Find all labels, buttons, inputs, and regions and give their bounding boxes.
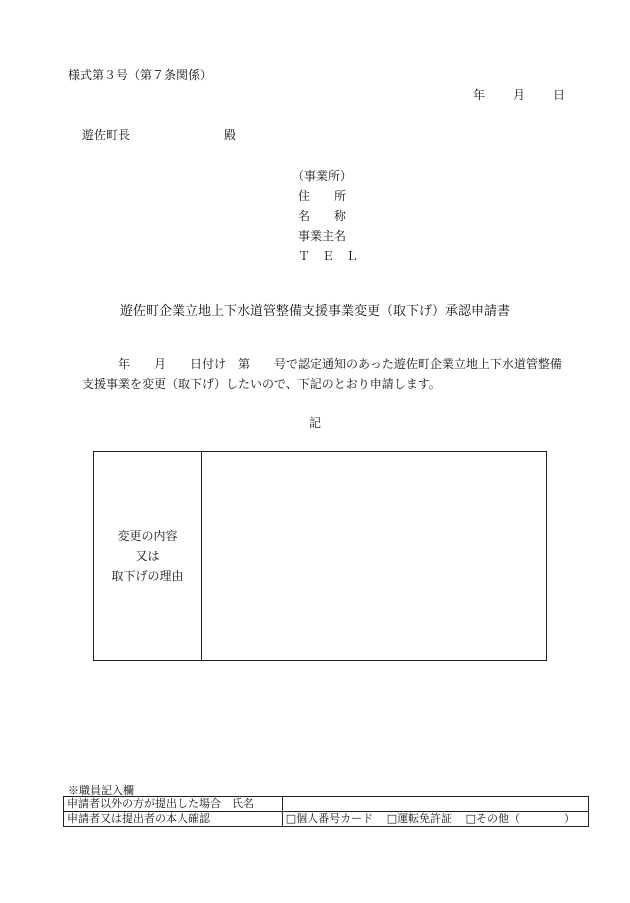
date-day: 日 [553,88,566,102]
checkbox-drivers-license[interactable]: □運転免許証 [386,812,453,825]
date-month: 月 [513,88,526,102]
staff-table [63,796,589,827]
change-reason-field[interactable] [202,452,547,661]
sender-tel-label: Ｔ Ｅ Ｌ [298,249,359,263]
sender-owner-label: 事業主名 [298,229,347,243]
staff-section-label: ※職員記入欄 [68,784,134,797]
sender-name-label: 名 称 [298,209,347,223]
application-date [473,86,565,103]
sender-section: （事業所） [292,169,353,183]
checkbox-mynumber-card[interactable]: □個人番号カード [285,812,374,825]
addressee-name: 遊佐町長 [82,128,131,142]
document-title: 遊佐町企業立地上下水道管整備支援事業変更（取下げ）承認申請書 [119,304,510,319]
label-line-1: 変更の内容 [117,529,178,543]
sender-block [292,166,359,266]
ki-heading: 記 [308,416,321,430]
checkbox-other[interactable]: □その他（ ） [465,812,575,825]
change-reason-label [94,452,202,661]
submitter-name-label: 申請者以外の方が提出した場合 氏名 [64,797,283,812]
change-reason-table [93,451,547,661]
application-body: 年 月 日付け 第 号で認定通知のあった遊佐町企業立地上下水道管整備支援事業を変更（取下げ）したいので、下記のとおり申請します。 [82,357,562,391]
label-line-2: 又は [135,549,160,563]
date-year: 年 [473,88,486,102]
identity-check-label: 申請者又は提出者の本人確認 [64,812,283,827]
label-line-3: 取下げの理由 [111,569,184,583]
identity-check-options [282,812,588,827]
sender-address-label: 住 所 [298,189,347,203]
form-number: 様式第３号（第７条関係） [68,68,213,82]
submitter-name-field[interactable] [282,797,588,812]
addressee-honorific: 殿 [224,128,237,142]
